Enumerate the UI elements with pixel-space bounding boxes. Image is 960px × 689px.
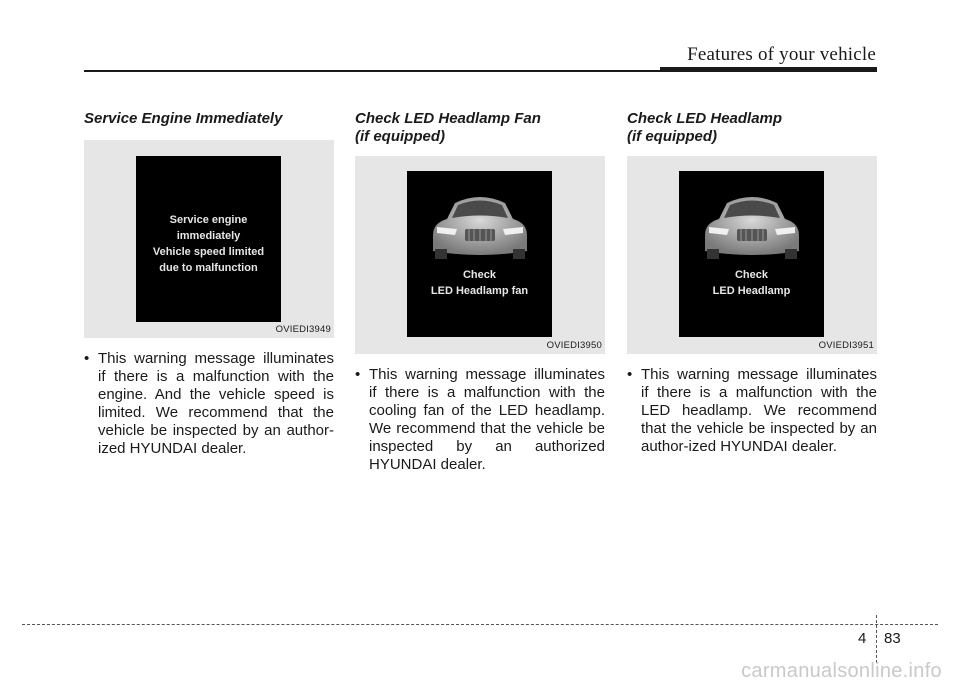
cluster-display-screen [679, 171, 824, 337]
bullet-dot: • [627, 366, 633, 383]
display-message-line: due to malfunction [159, 262, 258, 274]
bullet-dot: • [84, 350, 90, 367]
display-message-line: Service engine [169, 214, 248, 226]
display-message-line: LED Headlamp [712, 285, 791, 297]
bullet-text: This warning message illuminates if there is a malfunction with the LED headlamp. We recommend that the vehicle be inspected by an author-ized HYUNDAI dealer. [641, 366, 877, 455]
bullet-paragraph [627, 366, 877, 456]
display-message-line: Check [734, 269, 769, 281]
car-front-icon [699, 185, 805, 263]
bullet-paragraph [355, 366, 605, 474]
figure-caption: OVIEDI3951 [818, 340, 874, 351]
section-heading [627, 110, 877, 146]
display-message [407, 267, 552, 299]
cluster-display-screen [136, 156, 281, 322]
footer-divider [876, 615, 877, 663]
display-message-line: LED Headlamp fan [430, 285, 529, 297]
heading-line: Check LED Headlamp [627, 110, 783, 127]
figure-caption: OVIEDI3950 [546, 340, 602, 351]
bullet-dot: • [355, 366, 361, 383]
heading-line: (if equipped) [355, 128, 445, 145]
display-message-line: immediately [176, 230, 241, 242]
figure-caption: OVIEDI3949 [275, 324, 331, 335]
section-service-engine [84, 110, 334, 473]
watermark: carmanualsonline.info [741, 660, 942, 682]
display-message-line: Vehicle speed limited [152, 246, 265, 258]
heading-line: Service Engine Immediately [84, 110, 283, 127]
display-message-line: Check [462, 269, 497, 281]
page-number: 83 [884, 630, 901, 647]
display-figure [627, 156, 877, 354]
cluster-display-screen [407, 171, 552, 337]
chapter-number: 4 [858, 630, 867, 647]
section-led-headlamp-fan [355, 110, 605, 489]
bullet-text: This warning message illuminates if there is a malfunction with the cooling fan of the LED headlamp. We recommend that the vehicle be inspected by an authorized HYUNDAI dealer. [369, 366, 605, 473]
header-rule [84, 70, 660, 72]
car-front-icon [427, 185, 533, 263]
page-header-title: Features of your vehicle [687, 44, 876, 65]
bullet-text: This warning message illuminates if there is a malfunction with the engine. And the vehicle speed is limited. We recommend that the vehicle be inspected by an author-ized HYUNDAI dealer. [98, 350, 334, 457]
bullet-paragraph [84, 350, 334, 458]
header-rule-accent [660, 67, 877, 72]
display-message [136, 212, 281, 276]
heading-line: Check LED Headlamp Fan [355, 110, 541, 127]
heading-line: (if equipped) [627, 128, 717, 145]
footer-rule [22, 624, 938, 625]
display-figure [355, 156, 605, 354]
section-led-headlamp [627, 110, 877, 471]
section-heading [84, 110, 334, 128]
display-figure [84, 140, 334, 338]
display-message [679, 267, 824, 299]
section-heading [355, 110, 605, 146]
